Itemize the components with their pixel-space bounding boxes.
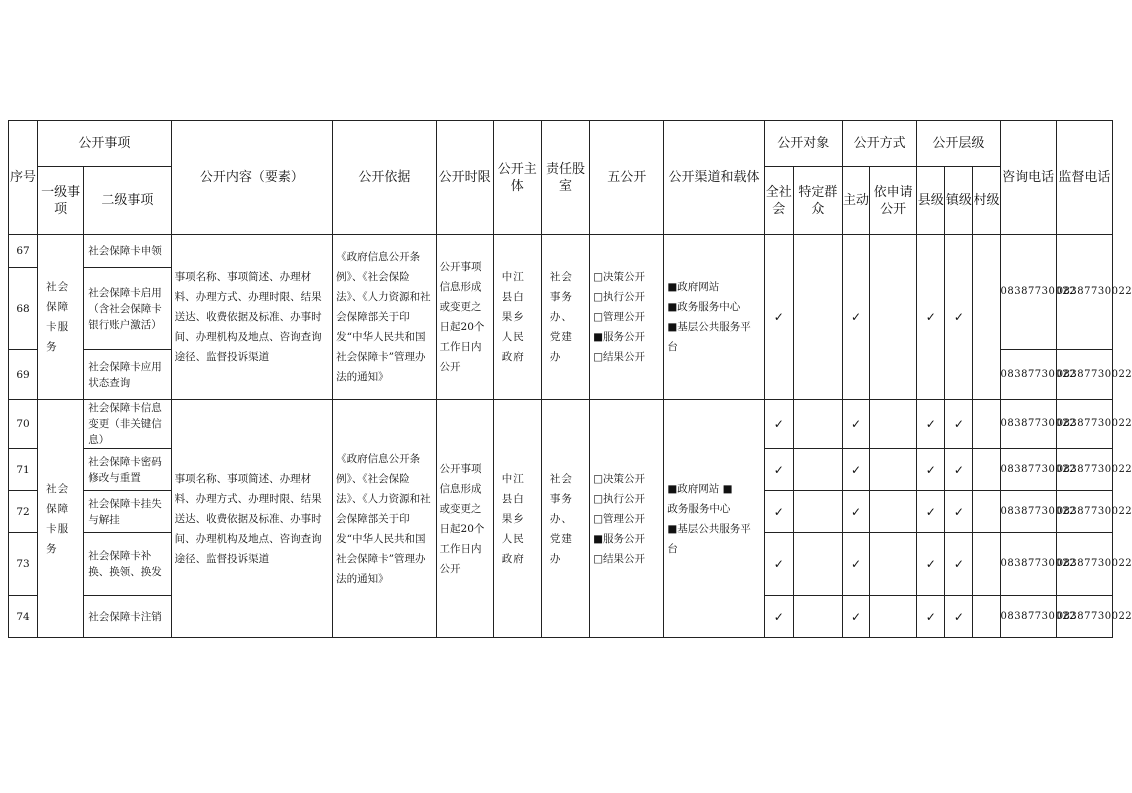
header-seq: 序号 <box>9 121 38 235</box>
content-text: 事项名称、事项简述、办理材料、办理方式、办理时限、结果送达、收费依据及标准、办事时间、办理机构及地点、咨询查询途径、监督投诉渠道 <box>171 235 333 400</box>
header-level-village: 村级 <box>973 167 1000 235</box>
empty-cell <box>870 596 917 638</box>
row-seq: 73 <box>9 533 38 596</box>
empty-cell <box>793 400 842 449</box>
consult-phone: 08387730022 <box>1000 449 1056 491</box>
channel-item: ■基层公共服务平台 <box>667 321 751 353</box>
five-item: □决策公开 <box>593 271 645 283</box>
check-mark: ✓ <box>917 235 945 400</box>
header-subject: 公开主体 <box>493 121 541 235</box>
row-seq: 72 <box>9 491 38 533</box>
check-mark: ✓ <box>764 449 793 491</box>
level2-item: 社会保障卡挂失与解挂 <box>84 491 171 533</box>
consult-phone: 08387730022 <box>1000 596 1056 638</box>
row-seq: 70 <box>9 400 38 449</box>
empty-cell <box>973 400 1000 449</box>
channel-list <box>664 235 764 400</box>
level2-item: 社会保障卡补换、换领、换发 <box>84 533 171 596</box>
row-seq: 68 <box>9 268 38 350</box>
empty-cell <box>973 235 1000 400</box>
header-method-request: 依申请公开 <box>870 167 917 235</box>
empty-cell <box>973 449 1000 491</box>
level2-item: 社会保障卡注销 <box>84 596 171 638</box>
header-level-town: 镇级 <box>945 167 973 235</box>
level2-item: 社会保障卡信息变更（非关键信息） <box>84 400 171 449</box>
empty-cell <box>793 491 842 533</box>
header-time-limit: 公开时限 <box>436 121 493 235</box>
header-method: 公开方式 <box>842 121 916 167</box>
check-mark: ✓ <box>917 533 945 596</box>
level2-item: 社会保障卡申领 <box>84 235 171 268</box>
header-consult: 咨询电话 <box>1000 121 1056 235</box>
table-row <box>9 235 1113 268</box>
check-mark: ✓ <box>917 596 945 638</box>
channel-item: ■政府网站 <box>667 281 720 293</box>
empty-cell <box>870 449 917 491</box>
header-supervise: 监督电话 <box>1056 121 1112 235</box>
header-level-county: 县级 <box>917 167 945 235</box>
check-mark: ✓ <box>945 235 973 400</box>
five-list <box>590 400 664 638</box>
supervise-phone: 08387730022 <box>1056 491 1112 533</box>
five-item: □管理公开 <box>593 512 645 525</box>
time-limit-text: 公开事项信息形成或变更之日起20个工作日内公开 <box>436 235 493 400</box>
check-mark: ✓ <box>842 235 869 400</box>
five-item: ■服务公开 <box>593 331 645 343</box>
five-item: □结果公开 <box>593 552 645 565</box>
channel-item: 政务服务中心 <box>667 502 731 515</box>
check-mark: ✓ <box>842 596 869 638</box>
check-mark: ✓ <box>945 400 973 449</box>
supervise-phone: 08387730022 <box>1056 596 1112 638</box>
supervise-phone: 08387730022 <box>1056 449 1112 491</box>
five-list <box>590 235 664 400</box>
empty-cell <box>973 533 1000 596</box>
check-mark: ✓ <box>764 400 793 449</box>
header-content: 公开内容（要素） <box>171 121 333 235</box>
check-mark: ✓ <box>917 449 945 491</box>
empty-cell <box>793 235 842 400</box>
empty-cell <box>870 533 917 596</box>
empty-cell <box>793 596 842 638</box>
subject-text: 中江县白果乡人民政府 <box>493 400 541 638</box>
header-target-special: 特定群众 <box>793 167 842 235</box>
consult-phone: 08387730022 <box>1000 533 1056 596</box>
empty-cell <box>870 400 917 449</box>
channel-item: ■政府网站 ■ <box>667 482 733 495</box>
consult-phone: 08387730022 <box>1000 491 1056 533</box>
check-mark: ✓ <box>945 596 973 638</box>
header-target-all: 全社会 <box>764 167 793 235</box>
five-item: □决策公开 <box>593 472 645 485</box>
empty-cell <box>870 235 917 400</box>
consult-phone: 08387730022 <box>1000 235 1056 350</box>
check-mark: ✓ <box>842 533 869 596</box>
check-mark: ✓ <box>917 491 945 533</box>
check-mark: ✓ <box>764 596 793 638</box>
empty-cell <box>793 449 842 491</box>
check-mark: ✓ <box>842 400 869 449</box>
check-mark: ✓ <box>945 533 973 596</box>
level2-item: 社会保障卡启用（含社会保障卡银行账户激活） <box>84 268 171 350</box>
supervise-phone: 08387730022 <box>1056 350 1112 400</box>
supervise-phone: 08387730022 <box>1056 235 1112 350</box>
header-level: 公开层级 <box>917 121 1000 167</box>
level2-item: 社会保障卡应用状态查询 <box>84 350 171 400</box>
header-five: 五公开 <box>590 121 664 235</box>
disclosure-table <box>8 120 1132 638</box>
header-level1: 一级事项 <box>38 167 84 235</box>
header-method-active: 主动 <box>842 167 869 235</box>
five-item: □执行公开 <box>593 291 645 303</box>
level1-item: 社会保障卡服务 <box>38 400 84 638</box>
check-mark: ✓ <box>917 400 945 449</box>
check-mark: ✓ <box>764 491 793 533</box>
header-target: 公开对象 <box>764 121 842 167</box>
check-mark: ✓ <box>842 449 869 491</box>
channel-item: ■政务服务中心 <box>667 301 741 313</box>
empty-cell <box>973 596 1000 638</box>
check-mark: ✓ <box>842 491 869 533</box>
five-item: □结果公开 <box>593 351 645 363</box>
check-mark: ✓ <box>764 533 793 596</box>
row-seq: 69 <box>9 350 38 400</box>
row-seq: 71 <box>9 449 38 491</box>
supervise-phone: 08387730022 <box>1056 533 1112 596</box>
header-public-items: 公开事项 <box>38 121 171 167</box>
subject-text: 中江县白果乡人民政府 <box>493 235 541 400</box>
header-channel: 公开渠道和载体 <box>664 121 764 235</box>
empty-cell <box>793 533 842 596</box>
dept-text: 社会事务办、党建办 <box>541 400 589 638</box>
row-seq: 67 <box>9 235 38 268</box>
check-mark: ✓ <box>945 491 973 533</box>
empty-cell <box>973 491 1000 533</box>
time-limit-text: 公开事项信息形成或变更之日起20个工作日内公开 <box>436 400 493 638</box>
five-item: ■服务公开 <box>593 532 645 545</box>
five-item: □执行公开 <box>593 492 645 505</box>
row-seq: 74 <box>9 596 38 638</box>
level1-item: 社会保障卡服务 <box>38 235 84 400</box>
channel-item: ■基层公共服务平台 <box>667 522 751 555</box>
five-item: □管理公开 <box>593 311 645 323</box>
header-basis: 公开依据 <box>333 121 436 235</box>
consult-phone: 08387730022 <box>1000 400 1056 449</box>
empty-cell <box>870 491 917 533</box>
supervise-phone: 08387730022 <box>1056 400 1112 449</box>
channel-list <box>664 400 764 638</box>
table-row <box>9 400 1113 449</box>
check-mark: ✓ <box>764 235 793 400</box>
header-dept: 责任股室 <box>541 121 589 235</box>
basis-text: 《政府信息公开条例》、《社会保险法》、《人力资源和社会保障部关于印发“中华人民共和国社会保障卡”管理办法的通知》 <box>333 235 436 400</box>
content-text: 事项名称、事项简述、办理材料、办理方式、办理时限、结果送达、收费依据及标准、办事时间、办理机构及地点、咨询查询途径、监督投诉渠道 <box>171 400 333 638</box>
consult-phone: 08387730022 <box>1000 350 1056 400</box>
header-level2: 二级事项 <box>84 167 171 235</box>
level2-item: 社会保障卡密码修改与重置 <box>84 449 171 491</box>
check-mark: ✓ <box>945 449 973 491</box>
basis-text: 《政府信息公开条例》、《社会保险法》、《人力资源和社会保障部关于印发“中华人民共和国社会保障卡”管理办法的通知》 <box>333 400 436 638</box>
dept-text: 社会事务办、党建办 <box>541 235 589 400</box>
